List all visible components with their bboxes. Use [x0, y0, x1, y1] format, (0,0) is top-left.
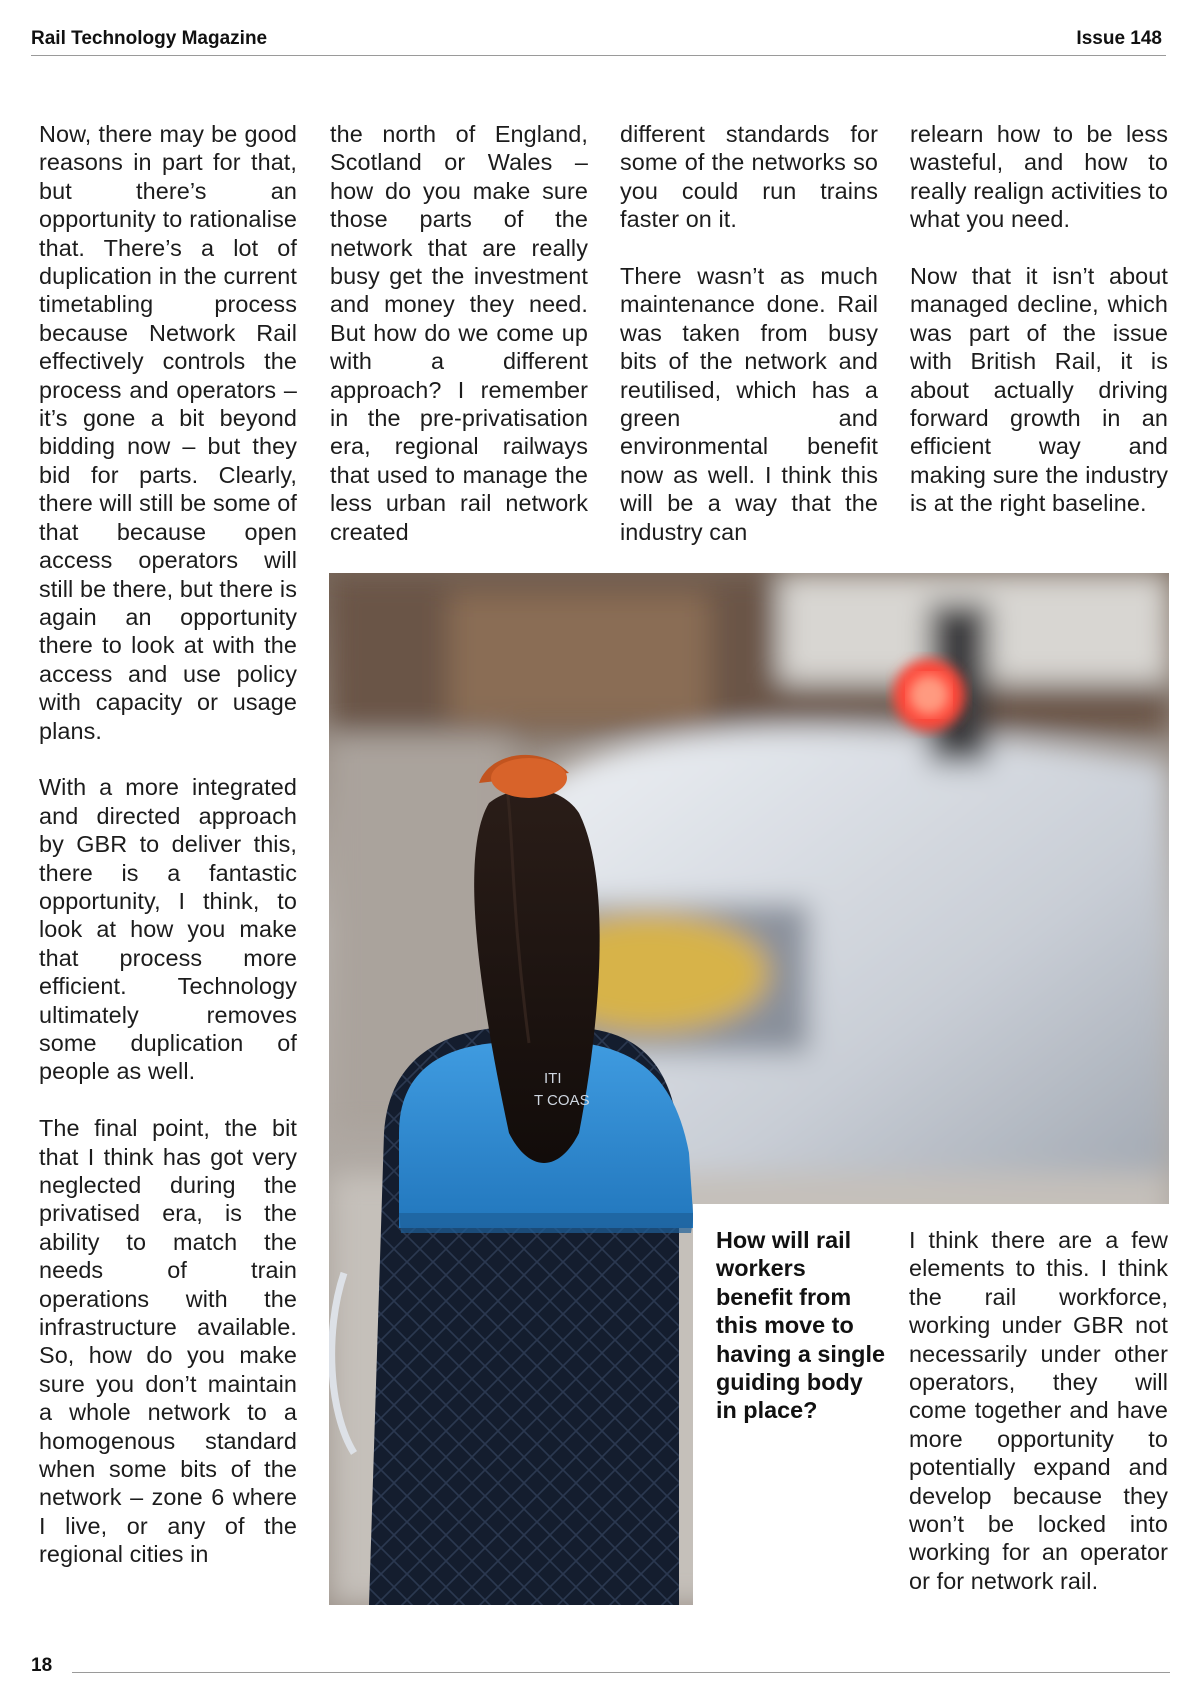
jacket-logo-text-1: ITI: [544, 1070, 562, 1087]
magazine-title: Rail Technology Magazine: [31, 28, 268, 49]
footer-divider: [72, 1672, 1170, 1673]
article-column-1: [39, 120, 297, 1569]
pull-quote: How will rail workers benefit from this move to having a single guiding body in place?: [716, 1227, 885, 1424]
paragraph: With a more integrated and directed approach by GBR to deliver this, there is a fantastic opportunity, I think, to look at how you make that process more efficient. Technology ultimately removes some duplication of people as well.: [39, 774, 297, 1085]
paragraph: There wasn’t as much maintenance done. Rail was taken from busy bits of the network and reutilised, which has a green and environmental benefit now as well. I think this will be a way that the industry can: [620, 263, 878, 545]
paragraph: Now, there may be good reasons in part for that, but there’s an opportunity to rationalise that. There’s a lot of duplication in the current timetabling process because Network Rail effectively controls the process and operators – it’s gone a bit beyond bidding now – but they bid for parts. Clearly, there will still be some of that because open access operators will still be there, but there is again an opportunity there to look at with the access and use policy with capacity or usage plans.: [39, 121, 297, 744]
article-column-3: [620, 120, 878, 546]
paragraph: I think there are a few elements to this. I think the rail workforce, working under GBR not necessarily under other operators, they will come together and have more opportunity to potentially expand and develop because they won’t be locked into working for an operator or for network rail.: [909, 1227, 1168, 1594]
issue-number: Issue 148: [1076, 28, 1162, 49]
page-number: 18: [31, 1655, 53, 1676]
paragraph: the north of England, Scotland or Wales – how do you make sure those parts of the network that are really busy get the investment and money they need. But how do we come up with a different approach? I remember in the pre-privatisation era, regional railways that used to manage the less urban rail network created: [330, 121, 588, 545]
paragraph: Now that it isn’t about managed decline, which was part of the issue with British Rail, it is about actually driving forward growth in an efficient way and making sure the industry is at the right baseline.: [910, 263, 1168, 517]
paragraph: relearn how to be less wasteful, and how to really realign activities to what you need.: [910, 121, 1168, 233]
article-column-4: [910, 120, 1168, 518]
jacket-logo-text-2: T COAS: [534, 1092, 590, 1109]
header-divider: [31, 55, 1166, 56]
paragraph: The final point, the bit that I think has got very neglected during the privatised era, is the ability to match the needs of train operations with the infrastructure available. So, how do you make sure you don’t maintain a whole network to a homogenous standard when some bits of the network – zone 6 where I live, or any of the regional cities in: [39, 1115, 297, 1568]
paragraph: different standards for some of the networks so you could run trains faster on it.: [620, 121, 878, 233]
article-column-2: [330, 120, 588, 546]
article-column-5: [909, 1226, 1168, 1595]
